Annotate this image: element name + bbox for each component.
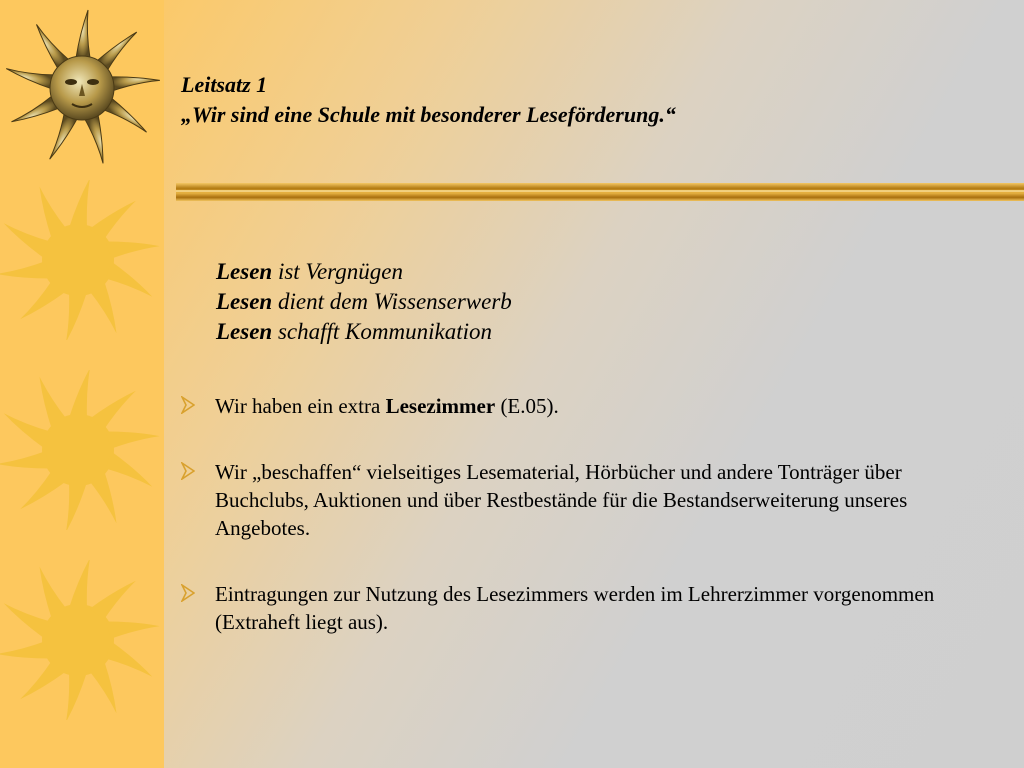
slide-title — [181, 70, 676, 130]
bullet-item — [181, 392, 981, 420]
bullet-bold-text: Lesezimmer — [385, 394, 496, 418]
motto-line — [216, 317, 512, 347]
motto-text: schafft Kommunikation — [272, 319, 492, 344]
motto-text: ist Vergnügen — [272, 259, 403, 284]
motto-keyword: Lesen — [216, 289, 273, 314]
bullet-text: Wir „beschaffen“ vielseitiges Lesematerial, Hörbücher und andere Tonträger über Buchclubs, Auktionen und über Restbestände für die Bestandserweiterung unseres Angebotes. — [215, 460, 908, 540]
bullet-item — [181, 458, 981, 542]
bullet-text: Eintragungen zur Nutzung des Lesezimmers werden im Lehrerzimmer vorgenommen (Extraheft liegt aus). — [215, 582, 935, 634]
motto-block — [216, 257, 512, 347]
sun-icon — [0, 560, 160, 720]
arrow-bullet-icon — [181, 462, 195, 480]
motto-line — [216, 287, 512, 317]
motto-keyword: Lesen — [216, 319, 273, 344]
sun-icon — [0, 180, 160, 340]
golden-sun-face-icon — [2, 8, 162, 168]
arrow-bullet-icon — [181, 584, 195, 602]
motto-keyword: Lesen — [216, 259, 273, 284]
motto-line — [216, 257, 512, 287]
sidebar-decoration — [0, 0, 164, 768]
title-line-1: Leitsatz 1 — [181, 72, 268, 97]
sun-icon — [0, 370, 160, 530]
bullet-text: Wir haben ein extra — [215, 394, 386, 418]
bullet-list — [181, 392, 981, 636]
arrow-bullet-icon — [181, 396, 195, 414]
motto-text: dient dem Wissenserwerb — [272, 289, 512, 314]
title-line-2: „Wir sind eine Schule mit besonderer Leseförderung.“ — [181, 102, 676, 127]
bullet-text: (E.05). — [495, 394, 559, 418]
gold-divider — [176, 181, 1024, 203]
bullet-item — [181, 580, 981, 636]
